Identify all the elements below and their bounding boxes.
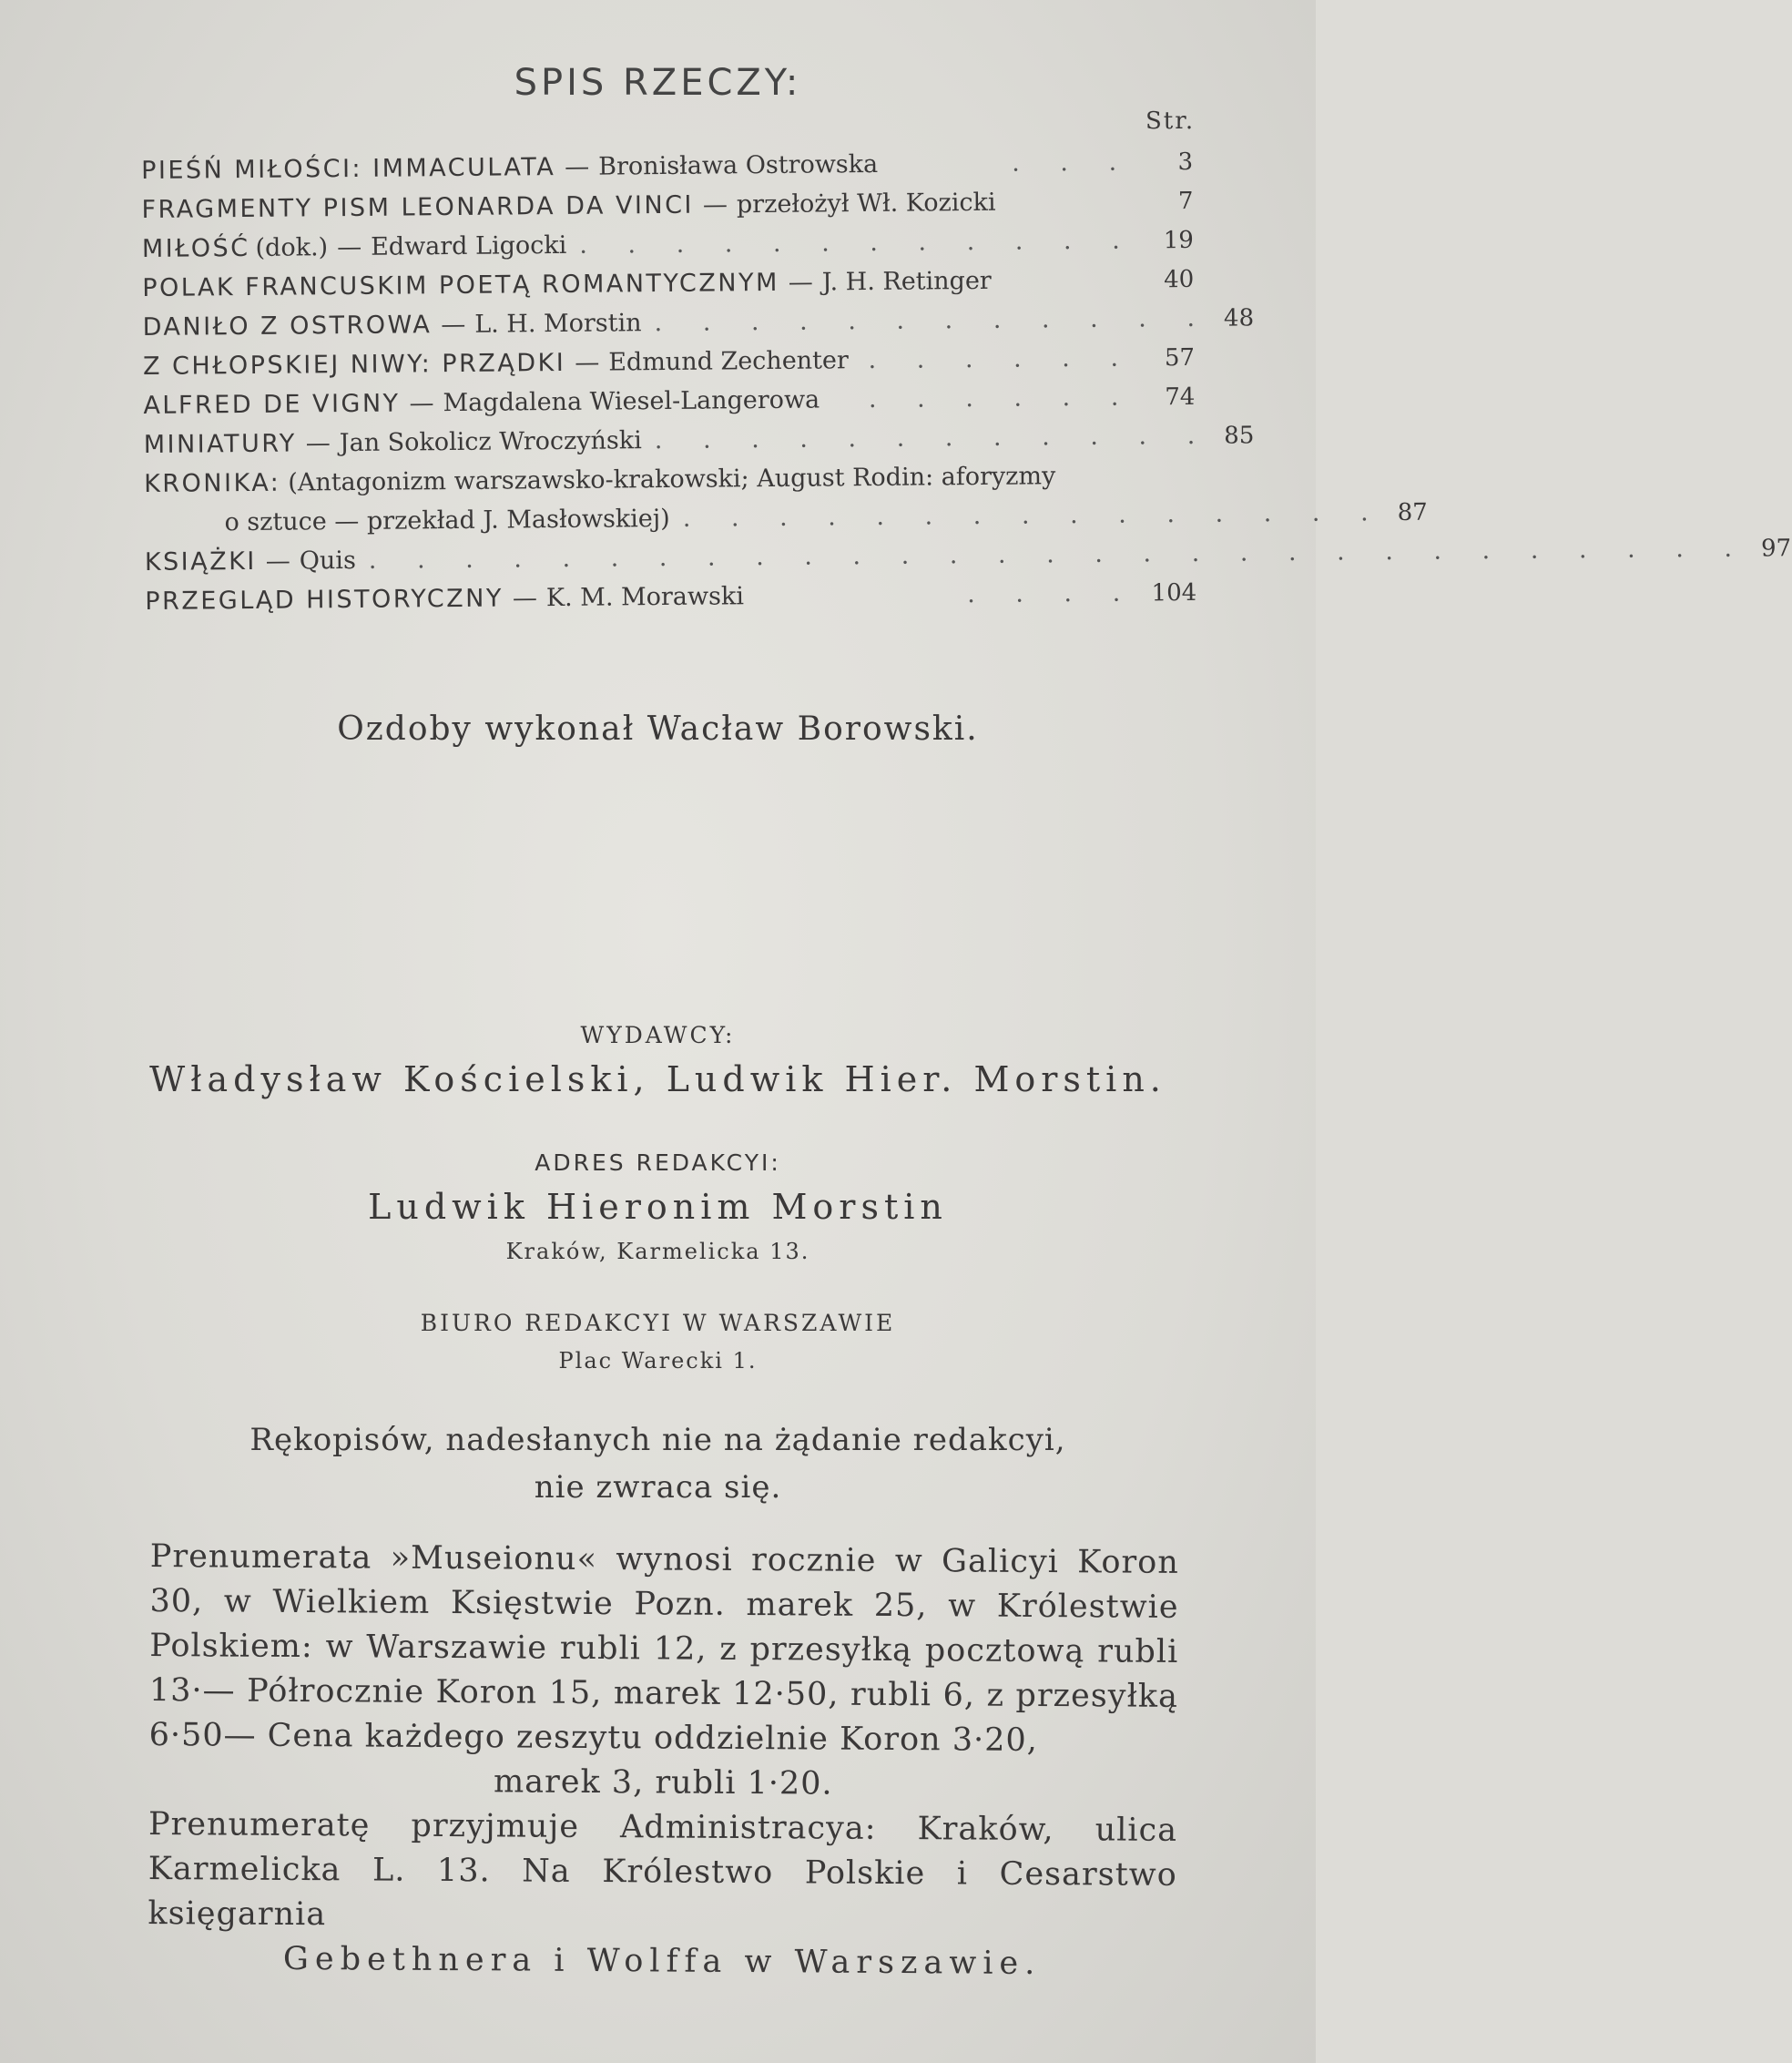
manuscripts-notice: [0, 1416, 1316, 1511]
toc-entry-title: ALFRED DE VIGNY: [143, 389, 401, 420]
toc-entry-author: Bronisława Ostrowska: [598, 149, 879, 181]
subscription-prices: Prenumerata »Museionu« wynosi rocznie w Galicyi Koron 30, w Wielkiem Księstwie Pozn. marek 25, w Królestwie Polskiem: w Warszawie rubli 12, z przesyłką pocztową rubli 13·— Półrocznie Koron 15, marek 12·50, rubli 6, z przesyłką 6·50— Cena każdego zeszytu oddzielnie Koron 3·20,: [148, 1537, 1179, 1759]
subscription-prices-end: marek 3, rubli 1·20.: [493, 1763, 833, 1803]
toc-dash: —: [702, 190, 728, 220]
publishers-names: Władysław Kościelski, Ludwik Hier. Morstin.: [149, 1059, 1166, 1099]
toc-entry-description: o sztuce — przekład J. Masłowskiej): [224, 504, 670, 537]
page-column-label: Str.: [1145, 107, 1196, 135]
toc-entry-author: Edward Ligocki: [370, 230, 567, 261]
toc-entry-page: 87: [1397, 498, 1428, 526]
toc-dash: —: [336, 232, 362, 262]
warsaw-office-heading: BIURO REDAKCYI W WARSZAWIE: [420, 1310, 896, 1336]
dot-leader: . . . . . . . . . . . .: [579, 226, 1136, 260]
toc-dash: —: [409, 389, 434, 418]
toc-entry-author: przełożył Wł. Kozicki: [736, 188, 996, 220]
publishers-heading: WYDAWCY:: [580, 1022, 736, 1048]
editor-name: Ludwik Hieronim Morstin: [368, 1187, 948, 1227]
dot-leader: . . . .: [967, 578, 1137, 609]
toc-entry-page: 85: [1224, 422, 1255, 450]
toc-dash: —: [788, 268, 813, 297]
dot-leader: . . . . . . . . . . . . . . . . . . . . . . . . . . . . .: [368, 534, 1749, 575]
toc-dash: —: [265, 546, 290, 576]
toc-dash: —: [305, 429, 331, 458]
dot-leader: . . . . . . . . . . . .: [654, 421, 1212, 455]
toc-entry-note: (dok.): [255, 233, 329, 262]
ornaments-credit: Ozdoby wykonał Wacław Borowski.: [337, 710, 979, 748]
toc-entry-title: POLAK FRANCUSKIM POETĄ ROMANTYCZNYM: [142, 268, 779, 302]
toc-dash: —: [512, 584, 538, 613]
toc-entry-page: 7: [1177, 187, 1194, 216]
subscription-info: [148, 1535, 1179, 1987]
toc-entry-title: KSIĄŻKI: [144, 546, 257, 577]
toc-entry-title: MIŁOŚĆ: [141, 233, 250, 263]
toc-entry-page: 57: [1164, 343, 1196, 373]
dot-leader: . . . . . .: [868, 343, 1135, 375]
toc-entry-author: Quis: [299, 546, 356, 576]
toc-entry-title: PIEŚŃ MIŁOŚCI: IMMACULATA: [141, 153, 556, 185]
toc-entry-author: L. H. Morstin: [474, 309, 642, 339]
subscription-administration: Prenumeratę przyjmuje Administracya: Kraków, ulica Karmelicka L. 13. Na Królestwo Polskie i Cesarstwo księgarnia: [148, 1805, 1178, 1934]
toc-entry-title: FRAGMENTY PISM LEONARDA DA VINCI: [141, 190, 695, 224]
toc-dash: —: [575, 348, 600, 377]
toc-title: SPIS RZECZY:: [514, 62, 802, 104]
toc-entry-title: KRONIKA:: [144, 468, 281, 498]
editorial-address-heading: ADRES REDAKCYI:: [535, 1149, 781, 1176]
toc-entry-title: PRZEGLĄD HISTORYCZNY: [145, 584, 504, 616]
manuscripts-notice-line: Rękopisów, nadesłanych nie na żądanie redakcyi,: [249, 1422, 1066, 1458]
dot-leader: . . . . . . . . . . . . . . .: [682, 498, 1385, 533]
dot-leader: [1004, 287, 1134, 288]
toc-entry-author: Magdalena Wiesel-Langerowa: [443, 385, 820, 418]
toc-entry-description: (Antagonizm warszawsko-krakowski; August Rodin: aforyzmy: [288, 462, 1056, 497]
dot-leader: . . .: [1012, 148, 1134, 178]
toc-entry-page: 74: [1165, 383, 1196, 412]
dot-leader: . . . . . .: [868, 383, 1135, 414]
toc-dash: —: [441, 310, 466, 340]
table-of-contents: [141, 148, 1792, 627]
dot-leader: . . . . . . . . . . . .: [654, 303, 1212, 338]
toc-entry-author: J. H. Retinger: [821, 266, 992, 297]
subscription-bookstore: Gebethnera i Wolffa w Warszawie.: [282, 1940, 1042, 1982]
toc-entry-author: K. M. Morawski: [545, 582, 745, 613]
warsaw-office-address: Plac Warecki 1.: [558, 1348, 758, 1374]
toc-entry-title: Z CHŁOPSKIEJ NIWY: PRZĄDKI: [142, 348, 566, 381]
toc-entry-author: Edmund Zechenter: [608, 346, 849, 377]
manuscripts-notice-line: nie zwraca się.: [534, 1469, 782, 1506]
toc-entry-page: 19: [1163, 226, 1194, 255]
toc-entry-title: DANIŁO Z OSTROWA: [142, 311, 433, 342]
toc-entry-page: 97: [1760, 535, 1792, 563]
toc-entry-page: 48: [1223, 304, 1255, 332]
toc-entry-page: 104: [1151, 578, 1197, 608]
toc-entry-page: 40: [1163, 265, 1195, 294]
editorial-address: Kraków, Karmelicka 13.: [505, 1239, 810, 1264]
toc-entry-title: MINIATURY: [143, 429, 297, 459]
toc-entry: [145, 578, 1196, 627]
toc-entry-page: 3: [1177, 148, 1194, 177]
toc-entry-author: Jan Sokolicz Wroczyński: [339, 426, 642, 458]
toc-dash: —: [565, 152, 590, 181]
